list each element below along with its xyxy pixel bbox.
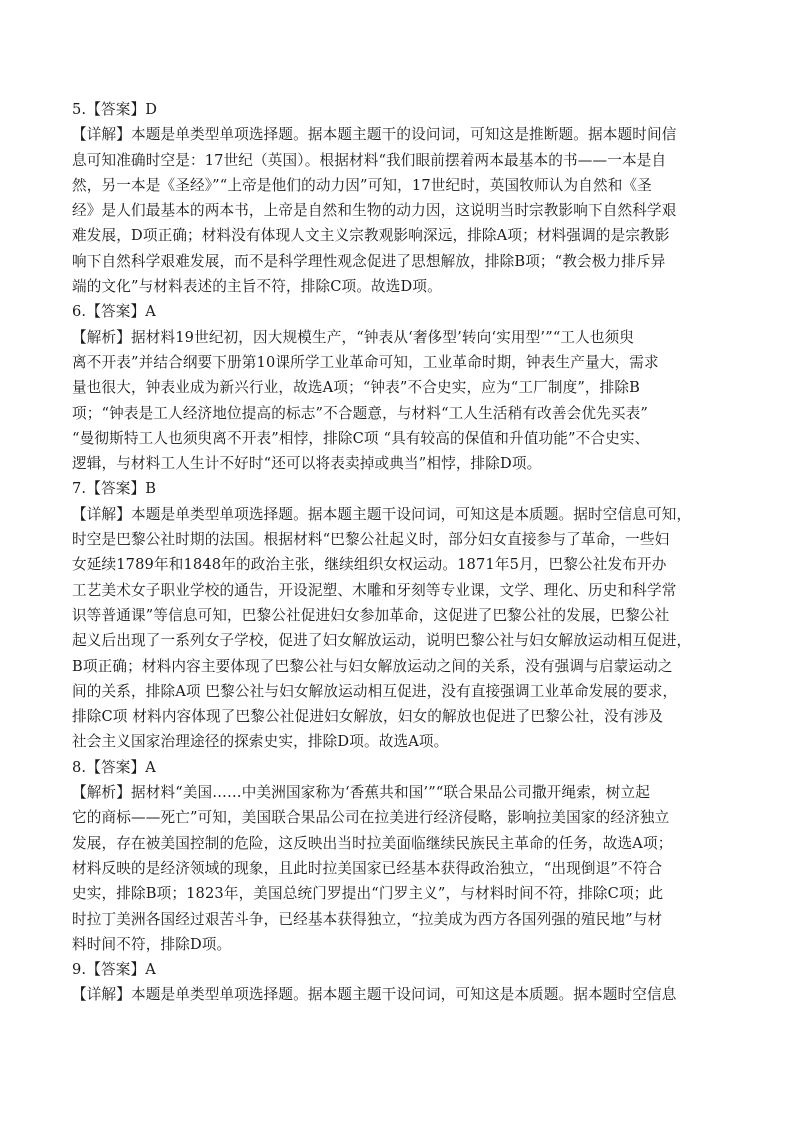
answer-heading: 6.【答案】A — [72, 303, 156, 321]
explanation-line: 【解析】据材料19世纪初，因大规模生产，“钟表从‘奢侈型’转向‘实用型’”“工人也须臾 — [72, 328, 635, 346]
question-9 — [72, 957, 732, 1008]
explanation-line: 社会主义国家治理途径的探索史实，排除D项。故选A项。 — [72, 733, 449, 751]
explanation-line: 【详解】本题是单类型单项选择题。据本题主题干的设问词，可知这是推断题。据本题时间信 — [72, 126, 677, 144]
explanation-line: 起义后出现了一系列女子学校，促进了妇女解放运动，说明巴黎公社与妇女解放运动相互促进， — [72, 632, 692, 650]
explanation-line: 排除C项 材料内容体现了巴黎公社促进妇女解放，妇女的解放也促进了巴黎公社，没有涉及 — [72, 708, 664, 726]
explanation-line: 发展，存在被美国控制的危险，这反映出当时拉美面临继续民族民主革命的任务，故选A项； — [72, 834, 673, 852]
answer-heading: 5.【答案】D — [72, 101, 158, 118]
explanation-line: 然，另一本是《圣经》”“上帝是他们的动力因”可知，17世纪时，英国牧师认为自然和《圣 — [72, 176, 652, 194]
explanation-line: 【解析】据材料“美国……中美洲国家称为‘香蕉共和国’”“联合果品公司撒开绳索，树立起 — [72, 784, 650, 802]
explanation-line: 息可知准确时空是：17世纪（英国）。根据材料“我们眼前摆着两本最基本的书——一本是自 — [72, 151, 667, 169]
explanation-line: 料时间不符，排除D项。 — [72, 935, 232, 953]
question-7 — [72, 476, 732, 754]
explanation-line: 【详解】本题是单类型单项选择题。据本题主题干设问词，可知这是本质题。据本题时空信息 — [72, 986, 677, 1004]
document-page — [72, 97, 732, 1008]
explanation-line: 离不开表”并结合纲要下册第10课所学工业革命可知，工业革命时期，钟表生产量大，需求 — [72, 353, 659, 371]
explanation-line: 工艺美术女子职业学校的通告，开设泥塑、木雕和牙刻等专业课，文学、理化、历史和科学常 — [72, 581, 677, 599]
answer-heading: 9.【答案】A — [72, 961, 156, 979]
question-5 — [72, 97, 732, 299]
explanation-line: “曼彻斯特工人也须臾离不开表”相悖，排除C项 “具有较高的保值和升值功能”不合史实、 — [72, 429, 650, 447]
explanation-line: 史实，排除B项；1823年，美国总统门罗提出“门罗主义”，与材料时间不符，排除C项；此 — [72, 885, 664, 903]
explanation-line: 女延续1789年和1848年的政治主张，继续组织女权运动。1871年5月，巴黎公社发布开办 — [72, 556, 667, 574]
question-8 — [72, 755, 732, 957]
explanation-line: 材料反映的是经济领域的现象，且此时拉美国家已经基本获得政治独立，“出现倒退”不符合 — [72, 859, 663, 877]
explanation-line: 响下自然科学艰难发展，而不是科学理性观念促进了思想解放，排除B项；“教会极力排斥异 — [72, 252, 666, 270]
explanation-line: 经》是人们最基本的两本书，上帝是自然和生物的动力因，这说明当时宗教影响下自然科学艰 — [72, 202, 677, 220]
explanation-line: 量也很大，钟表业成为新兴行业，故选A项；“钟表”不合史实，应为“工厂制度”，排除B — [72, 379, 641, 397]
explanation-line: 它的商标——死亡”可知，美国联合果品公司在拉美进行经济侵略，影响拉美国家的经济独立 — [72, 809, 670, 827]
explanation-line: 时拉丁美洲各国经过艰苦斗争，已经基本获得独立，“拉美成为西方各国列强的殖民地”与材 — [72, 910, 663, 928]
answer-heading: 7.【答案】B — [72, 480, 157, 498]
explanation-line: 间的关系，排除A项 巴黎公社与妇女解放运动相互促进，没有直接强调工业革命发展的要求， — [72, 682, 678, 700]
explanation-line: 难发展，D项正确；材料没有体现人文主义宗教观影响深远，排除A项；材料强调的是宗教影 — [72, 227, 670, 245]
explanation-line: 【详解】本题是单类型单项选择题。据本题主题干设问词，可知这是本质题。据时空信息可知， — [72, 505, 692, 523]
explanation-line: 项；“钟表是工人经济地位提高的标志”不合题意，与材料“工人生活稍有改善会优先买表” — [72, 404, 648, 422]
explanation-line: 时空是巴黎公社时期的法国。根据材料“巴黎公社起义时，部分妇女直接参与了革命，一些妇 — [72, 531, 670, 549]
explanation-line: 端的文化”与材料表述的主旨不符，排除C项。故选D项。 — [72, 278, 442, 296]
explanation-line: 逻辑，与材料工人生计不好时“还可以将表卖掉或典当”相悖，排除D项。 — [72, 455, 542, 473]
question-6 — [72, 299, 732, 476]
answer-heading: 8.【答案】A — [72, 758, 156, 776]
explanation-line: 识等普通课”等信息可知，巴黎公社促进妇女参加革命，这促进了巴黎公社的发展，巴黎公社 — [72, 606, 670, 624]
explanation-line: B项正确；材料内容主要体现了巴黎公社与妇女解放运动之间的关系，没有强调与启蒙运动之 — [72, 657, 673, 675]
